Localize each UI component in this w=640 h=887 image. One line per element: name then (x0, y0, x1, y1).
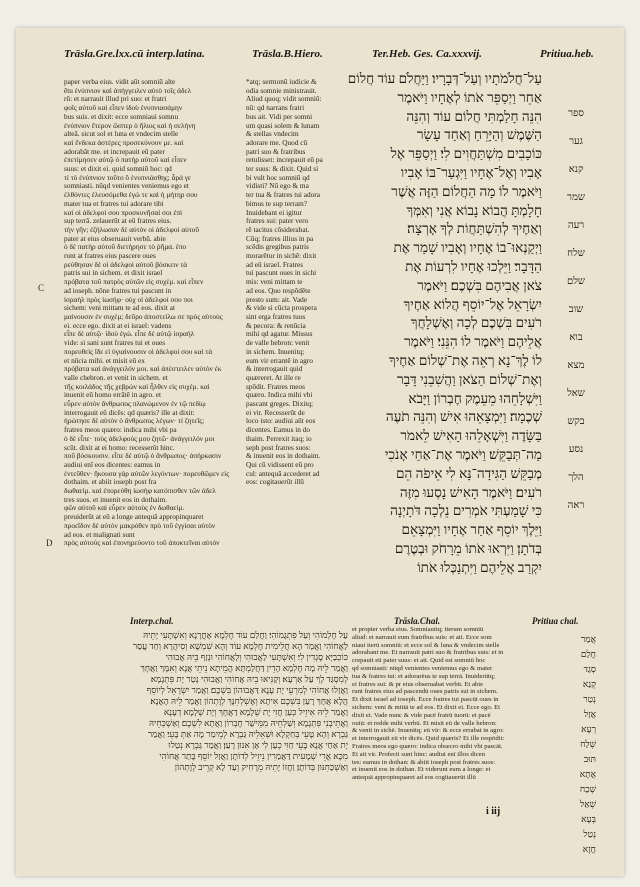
hebrew-column (347, 70, 542, 616)
margin-letter-c: C (38, 283, 45, 293)
greek-text-line: tres suos. et inuenit eos in dothaim. (64, 494, 167, 504)
hebrew-root-word: בקש (567, 416, 585, 427)
latin-chaldee-text-line: qd somniasti: nūqd venientes veniemus ego & mater (352, 664, 493, 672)
vulgate-text-line: sint erga fratres tuos (246, 311, 306, 321)
chaldee-text-line: וְאַשְׁכַּחִנּוּן בְּדוֹתָן׃ וַחֲזוֹ יָתֵיהּ מֵרָחִיק וְעַד לָא קְרֵיב לְוָתְהוֹן (174, 762, 348, 772)
chaldee-root-word: שְׁכַח (579, 784, 596, 794)
chaldee-root-word: אֲמַר (580, 634, 596, 644)
hebrew-text-line: וְאֶת־שְׁלוֹם הַצֹּאן וַהֲשִׁבֵנִי דָּבָר (396, 371, 542, 387)
vulgate-column (246, 78, 346, 608)
vulgate-text-line: eos: cogitauerūt illū (246, 477, 304, 487)
greek-text-line: καὶ ἕνδεκα ἀστέρες προσεκύνουν με. καὶ (64, 137, 184, 147)
greek-text-line: ρεύθησαν δὲ οἱ ἀδελφοὶ αὐτοῦ βόσκειν τὰ (64, 259, 188, 269)
chaldee-text-line: וַאֲזַלוּ אֲחוֹהִי לְמִרְעֵי יָת עָנָא דַּאֲבוּהוֹן בִּשְׁכֶם׃ וַאֲמַר יִשְׂרָאֵל לְיוֹסֵף (146, 685, 348, 695)
latin-chaldee-text-line: aliud: et narrauit eum fratribus suis: et ait. Ecce som (352, 633, 492, 641)
chaldee-root-word: חֲלַם (580, 649, 596, 659)
vulgate-text-line: mis: veni mittam te (246, 277, 303, 287)
vulgate-text-line: Inuidebant ei igitur (246, 207, 302, 217)
greek-text-line: πρὸς αὐτούς καὶ ἐπονηρεύοντο τοῦ ἀποκτεῖναι αὐτόν (64, 538, 220, 548)
greek-text-line: τὴν γῆν; ἐζήλωσαν δὲ αὐτὸν οἱ ἀδελφοὶ αὐτοῦ (64, 224, 199, 234)
greek-text-line: ad eos. et malignati sunt (64, 529, 135, 539)
greek-text-line: scūt. dixit at ei homo: recesserūt hinc. (64, 442, 175, 452)
chaldee-text-line: לְמִסְגַּד לָךְ עַל אַרְעָא׃ וְקַנִּיאוּ בֵיהּ אֲחוֹהִי וַאֲבוּהִי נְטַר יָת פִּתְגָמָא׃ (150, 674, 348, 684)
hebrew-text-line: יִקְרַב אֲלֵיהֶם וַיִּתְנַכְּלוּ אֹתוֹ (417, 559, 542, 575)
vulgate-text-line: nū: qd narrans fratri (246, 103, 305, 113)
vulgate-text-line: adorare me. Quod cū (246, 137, 308, 147)
vulgate-text-line: odia somnie ministrauit. (246, 85, 317, 95)
greek-text-line: ἰσραὴλ πρὸς ἰωσήφ· οὐχ οἱ ἀδελφοί σου ποι (64, 294, 193, 304)
vulgate-text-line: bus ait. Vidi per somni (246, 111, 313, 121)
vulgate-text-line: ad eos. Quo respōdēte (246, 285, 311, 295)
hebrew-text-line: רֹעִים בִּשְׁכֶם לְכָה וְאֶשְׁלָחֲךָ (410, 315, 542, 331)
hebrew-root-word: ראה (567, 500, 585, 511)
greek-text-line: πρόβατα καὶ ἀνάγγειλόν μοι. καὶ ἀπέστειλεν αὐτὸν ἐκ (64, 364, 222, 374)
greek-text-line: καὶ οἱ ἀδελφοί σου προσκυνῆσαί σοι ἐπὶ (64, 207, 183, 217)
latin-chaldee-text-line: niaui iterū somniū: et ecce sol & luna & vndecim stelle (352, 641, 500, 649)
greek-text-line: φοῖς αὐτοῦ καὶ εἶπεν ἰδοὺ ἐνυπνιασάμην (64, 103, 183, 113)
hebrew-text-line: עַל־חֲלֹמֹתָיו וְעַל־דְּבָרָיו׃ וַיַּחֲלֹם עוֹד חֲלוֹם (347, 71, 542, 86)
hebrew-text-line: בְּדֹתָן׃ וַיִּרְאוּ אֹתוֹ מֵרָחֹק וּבְטֶרֶם (394, 540, 542, 556)
hebrew-text-line: יִשְׂרָאֵל אֶל־יוֹסֵף הֲלוֹא אַחֶיךָ (403, 296, 542, 312)
hebrew-text-line: הַדָּבָר׃ וַיֵּלְכוּ אֶחָיו לִרְעוֹת אֶת (405, 258, 542, 274)
latin-chaldee-text-line: & venit in sichē. Inuenitq; eū vir: & ecce errabat in agro: (352, 727, 504, 735)
greek-text-line: ἐπετίμησεν αὐτῷ ὁ πατὴρ αὐτοῦ καὶ εἶπεν (64, 155, 187, 165)
vulgate-text-line: & vide si cūcta prospera (246, 303, 317, 313)
latin-chaldee-text-line: antequā appropinquaret ad eos cogitauerūt illū (352, 774, 476, 782)
greek-latin-column (64, 78, 240, 608)
hebrew-text-line: אַחֵר וַיְסַפֵּר אֹתוֹ לְאֶחָיו וַיֹּאמֶר (397, 89, 542, 105)
greek-text-line: τί τὸ ἐνύπνιον τοῦτο ὃ ἐνυπνιάσθης; ἆρά γε (64, 172, 191, 182)
latin-chaldee-text-line: et inuenit eos in dothan. Et viderunt eum a longe: et (352, 766, 491, 774)
chaldee-root-word: שְׁאַל (580, 799, 596, 809)
vulgate-column-header: Trāsla.B.Hiero. (252, 48, 323, 60)
hebrew-text-line: רֹעִים׃ וַיֹּאמֶר הָאִישׁ נָסְעוּ מִזֶּה (399, 484, 542, 500)
greek-text-line: bus suis. et dixit: ecce somniaui somnu (64, 111, 179, 121)
greek-text-line: suus: et dixit ei. quid somniū hoc: qd (64, 164, 172, 174)
hebrew-text-line: מְבַקֵּשׁ הַגִּידָה־נָּא לִי אֵיפֹה הֵם (395, 465, 542, 481)
vulgate-text-line: fratres sui: pater vero (246, 216, 309, 226)
greek-text-line: alteā. sicut sol et luna et vndecim stelle (64, 129, 179, 139)
vulgate-text-line: in sichem. Inuenitq; (246, 346, 305, 356)
vulgate-text-line: quæreret. At ille re (246, 372, 301, 382)
vulgate-text-line: morarētur in sichē: dixit (246, 251, 317, 261)
latin-chaldee-text-line: adorabant me. Et narrauit patri suo & fratribus suis: et in (352, 649, 504, 657)
greek-text-line: interrogauit eū dicēs: qd quæris? ille at dixit: (64, 407, 195, 417)
vulgate-text-line: pascant greges. Dixitq; (246, 399, 314, 409)
greek-text-line: sichem: veni mittam te ad eos. dixit at (64, 303, 176, 313)
hebrew-text-line: בַּשָּׂדֶה וַיִּשְׁאָלֵהוּ הָאִישׁ לֵאמֹר (400, 428, 542, 444)
hebrew-text-line: צֹאן אֲבִיהֶם בִּשְׁכֶם׃ וַיֹּאמֶר (417, 277, 542, 293)
hebrew-column-header: Ter.Heb. Ges. Ca.xxxvij. (372, 48, 482, 60)
vulgate-text-line: bimus te sup terram? (246, 198, 307, 208)
vulgate-text-line: & stellas vndecim (246, 129, 299, 139)
greek-text-line: valle chebron. et venit in sichem. et (64, 372, 168, 382)
greek-text-line: somniasti. nūqd venientes veniemus ego et (64, 181, 189, 191)
hebrew-text-line: אָבִיו וְאֶל־אֶחָיו וַיִּגְעַר־בּוֹ אָבִיו (400, 164, 542, 180)
vulgate-text-line: Aliud quoq; vidit somniū: (246, 94, 322, 104)
hebrew-roots-margin (548, 100, 604, 640)
greek-text-line: sup terrā. zelauerūt at eū fratres eius. (64, 216, 172, 226)
vulgate-text-line: presto sum: ait. Vade (246, 294, 308, 304)
vulgate-text-line: & pecora: & renūcia (246, 320, 306, 330)
chaldee-root-word: חֲזָא (582, 844, 596, 854)
vulgate-text-line: cul: antequā accederet ad (246, 468, 320, 478)
latin-chaldee-text-line: tes: eamus in dothan: & abiit ioseph post fratres suos: (352, 758, 496, 766)
greek-text-line: audiui enī eos dicentes: eamus in (64, 459, 161, 469)
latin-chaldee-text-line: et interrogauit eū vir dicēs. Quid quæris? Et ille respōdit: (352, 735, 505, 743)
chaldee-text-line: וַאֲמַר לֵיהּ מָה חֶלְמָא הָדֵין דַּחֲלַמְתָּא הֲמֵיתָא נֵיתֵי אֲנָא וְאִמָּךְ וַאֲחָךְ (140, 663, 348, 673)
greek-column-header: Trāsla.Gre.lxx.cū interp.latina. (64, 48, 205, 60)
greek-text-line: εὗρεν αὐτὸν ἄνθρωπος πλανώμενον ἐν τῷ πεδίῳ (64, 399, 206, 409)
latin-chaldee-title: Trāsla.Chal. (394, 616, 441, 626)
chaldee-root-word: רְעָא (581, 724, 596, 734)
greek-text-line: τῆς κοιλάδος τῆς χεβρὼν καὶ ἦλθεν εἰς συχέμ. καὶ (64, 381, 210, 391)
greek-text-line: mater tua et fratres tui adorare tibi (64, 198, 164, 208)
greek-text-line: ἠρώτησε δὲ αὐτὸν ὁ ἄνθρωπος λέγων· τί ζητεῖς; (64, 416, 205, 426)
greek-text-line: ἐλθόντες ἐλευσόμεθα ἐγώ τε καὶ ἡ μήτηρ σου (64, 190, 198, 200)
hebrew-text-line: וְאַחֶיךָ לְהִשְׁתַּחֲוֹת לְךָ אָרְצָה׃ (407, 221, 542, 237)
greek-text-line: dothaim. et abiit ioseph post fra (64, 477, 157, 487)
page-signature: i iij (486, 806, 501, 817)
chaldee-root-word: נְטַל (583, 829, 596, 839)
hebrew-text-line: לוֹ לֶךְ־נָא רְאֵה אֶת־שְׁלוֹם אַחֶיךָ (389, 352, 542, 368)
latin-chaldee-text-line: ei fratres sui: & pr eius obseruabat verbū. Et abie (352, 680, 484, 688)
greek-text-line: rū: et narrauit illud pri suo: et fratri (64, 94, 167, 104)
vulgate-text-line: rē tacitus cōsiderabat. (246, 224, 310, 234)
chaldee-text-line: וַאֲתֵיבְנִי פִּתְגָמָא וְשַׁלְחֵיהּ מִמֵּישַׁר חֶבְרוֹן וַאֲתָא לִשְׁכֶם׃ וְאַשְׁכְּחֵיהּ (148, 718, 348, 728)
hebrew-root-word: שוב (568, 304, 584, 315)
hebrew-text-line: מַה־תְּבַקֵּשׁ׃ וַיֹּאמֶר אֶת־אַחַי אָנֹכִי (384, 446, 542, 462)
greek-text-line: vide: si sani sunt fratres tui et oues (64, 338, 166, 348)
vulgate-text-line: ei vir. Recesserūt de (246, 407, 305, 417)
chaldee-text-line: מִכָּא אֲרֵי שְׁמָעִית דַּאֲמַרִין נֵיזֵיל לְדוֹתָן וַאֲזַל יוֹסֵף בָּתַר אֲחוֹהִי (159, 751, 348, 761)
greek-text-line: ἐνύπνιον ἕτερον ὥσπερ ὁ ἥλιος καὶ ἡ σελήνη (64, 120, 196, 130)
interp-chaldee-title: Interp.chal. (130, 616, 174, 626)
greek-text-line: runt at fratres eius pascere oues (64, 251, 156, 261)
greek-text-line: fratres meos quæro: indica mihi vbi pa (64, 425, 177, 435)
chaldee-text-line: עַל חֶלְמוֹהִי וְעַל פִּתְגָמוֹהִי׃ וַחֲלַם עוֹד חֶלְמָא אָחֳרָנָא וְאִשְׁתָּעִי יָתֵיהּ (143, 630, 348, 640)
chaldee-root-word: שְׁלַח (580, 739, 596, 749)
vulgate-text-line: & interrogauit quid (246, 364, 303, 374)
primitive-chaldee-title: Pritiua chal. (532, 616, 579, 626)
vulgate-text-line: mihi qd agatur. Missus (246, 329, 313, 339)
hebrew-root-word: קנא (568, 164, 584, 175)
chaldee-root-word: אֲזַל (583, 709, 596, 719)
latin-chaldee-text-line: tua & fratres tui: et adorarēus te sup terrā. Inuiderūtq; (352, 672, 495, 680)
margin-letter-d: D (46, 538, 53, 548)
vulgate-text-line: Qui cū vidissent eū pro (246, 459, 314, 469)
chaldee-root-word: נְטַר (583, 694, 596, 704)
vulgate-text-line: spōdit. Fratres meos (246, 381, 305, 391)
greek-text-line: πρόβατα τοῦ πατρὸς αὐτῶν εἰς συχὲμ. καὶ εἶπεν (64, 277, 204, 287)
vulgate-text-line: tui pascunt oues in sichi (246, 268, 317, 278)
hebrew-root-word: נסע (568, 444, 584, 455)
vulgate-text-line: eum vir errantē in agro (246, 355, 313, 365)
hebrew-text-line: וַיֹּאמֶר לוֹ מָה הַחֲלוֹם הַזֶּה אֲשֶׁר (391, 183, 542, 199)
hebrew-root-word: בוא (569, 332, 583, 343)
latin-chaldee-text-line: ouiū: et redde mihi verbū. Et misit eū de valle hebron: (352, 719, 497, 727)
vulgate-text-line: ad eū israel. Fratres (246, 259, 304, 269)
greek-text-line: et nūcia mihi. et misit eū ex (64, 355, 145, 365)
vulgate-text-line: dicentes. Eamus in do (246, 425, 311, 435)
hebrew-text-line: כּוֹכָבִים מִשְׁתַּחֲוִים לִי׃ וַיְסַפֵּר אֶל (390, 146, 542, 162)
latin-chaldee-text-line: crepauit eū pater suus: et ait. Quid est somniū hoc (352, 657, 486, 665)
hebrew-root-word: שלם (567, 276, 585, 287)
greek-text-line: patris sui in sichem. et dixit israel (64, 268, 163, 278)
vulgate-text-line: quæro. Indica mihi vbi (246, 390, 313, 400)
vulgate-text-line: patri suo & fratribus (246, 146, 306, 156)
latin-chaldee-text-line: runt fratres eius ad pascendū oues patris sui in sichem. (352, 688, 498, 696)
greek-text-line: pater at eius obseruauit verbū. abie (64, 233, 166, 243)
hebrew-root-word: רעה (567, 220, 585, 231)
greek-text-line: ad ioseph. nōne fratres tui pascunt in (64, 285, 172, 295)
greek-text-line: paper verba eius. vidit aūt somniū alte (64, 77, 176, 86)
greek-text-line: ἐντεῦθεν· ἤκουσα γὰρ αὐτῶν λεγόντων· πορευθῶμεν εἰς (64, 468, 230, 478)
greek-text-line: ei. ecce ego. dixit at ei israel: vadens (64, 320, 172, 330)
greek-text-line: adorabāt me. et increpauit eū pater (64, 146, 165, 156)
latin-chaldee-text-line: dixit ei. Vade nunc & vide pacē fratrū tuorū: et pacē (352, 711, 491, 719)
hebrew-text-line: הִנֵּה חָלַמְתִּי חֲלוֹם עוֹד וְהִנֵּה (406, 108, 542, 124)
greek-text-line: ποῦ βόσκουσιν. εἶπε δὲ αὐτῷ ὁ ἄνθρωπος· ἀπήρκασιν (64, 451, 222, 461)
vulgate-text-line: loco isto: audiui aūt eos (246, 416, 316, 426)
chaldee-root-word: בְּעָא (581, 814, 596, 824)
hebrew-root-word: שאל (567, 388, 585, 399)
greek-text-line: ὁ δὲ πατὴρ αὐτοῦ διετήρησε τὸ ῥῆμα. ἐπο (64, 242, 187, 252)
chaldee-text-line: יָת אַחַי אֲנָא בָּעֵי חַוִּי כְעַן לִי אָן אִנּוּן רָעַן׃ וַאֲמַר גַּבְרָא נְטַלוּ (168, 740, 348, 750)
chaldee-root-word: תּוּב (583, 754, 596, 764)
vulgate-text-line: retulisset: increpauit eū pa (246, 155, 323, 165)
greek-text-line: δωθαείμ. καὶ ἐπορεύθη ἰωσὴφ κατόπισθεν τῶν ἀδελ (64, 486, 216, 496)
chaldee-text-line: הֲלָא אֲחָךְ רָעַן בִּשְׁכֶם אִיתָא וְאֶשְׁלְחִנָּךְ לְוָתְהוֹן וַאֲמַר לֵיהּ הָאֲנָא׃ (150, 696, 348, 706)
greek-text-line: ētu ἐνύπνιον καὶ ἀπήγγειλεν αὐτὸ τοῖς ἀδελ (64, 85, 192, 95)
hebrew-text-line: וַיְקַנְאוּ־בוֹ אֶחָיו וְאָבִיו שָׁמַר אֶת (393, 240, 542, 256)
hebrew-text-line: וַיֵּלֶךְ יוֹסֵף אַחַר אֶחָיו וַיִּמְצָאֵם (401, 522, 542, 538)
vulgate-text-line: Cūq; fratres illius in pa (246, 233, 314, 243)
hebrew-text-line: הַשֶּׁמֶשׁ וְהַיָּרֵחַ וְאַחַד עָשָׂר (416, 127, 542, 143)
chaldee-text-line: וַאֲמַר לֵיהּ אִיזֵיל כְּעַן חֲזִי יָת שְׁלָמָא דַאֲחָךְ וְיָת שְׁלָמָא דְעָנָא (163, 707, 348, 717)
greek-text-line: μαίνουσιν ἐν συχέμ; δεῦρο ἀποστείλω σε πρὸς αὐτούς (64, 311, 223, 321)
hebrew-text-line: כִּי שָׁמַעְתִּי אֹמְרִים נֵלְכָה דֹּתָיְנָה (390, 503, 542, 519)
hebrew-root-word: ספר (568, 108, 584, 119)
chaldee-root-word: סְגַד (583, 664, 596, 674)
vulgate-text-line: ter tua & fratres tui adora (246, 190, 320, 200)
greek-text-line: εἶπε δὲ αὐτῷ· ἰδοὺ ἐγώ. εἶπε δὲ αὐτῷ ἰσραήλ (64, 329, 195, 339)
hebrew-root-word: שלח (567, 248, 585, 259)
chaldee-root-word: קְנַא (582, 679, 596, 689)
greek-text-line: ὁ δὲ εἶπε· τοὺς ἀδελφούς μου ζητῶ· ἀνάγγειλόν μοι (64, 433, 215, 443)
vulgate-text-line: vidisti? Nū ego & ma (246, 181, 309, 191)
chaldee-text-line: כּוֹכְבַיָּא סָגְדִין לִי׃ וְאִשְׁתָּעִי לַאֲבוּהִי וְלַאֲחוֹהִי וּנְזַף בֵּיהּ אֲבוּהִי (165, 652, 348, 662)
chaldee-text-line: לַאֲחוֹהִי וַאֲמַר הָא חֲלֵימִית חֶלְמָא עוֹד וְהָא שִׁמְשָׁא וְסִיהֲרָא וְחַד עֲסַר (132, 641, 348, 651)
chaldee-root-word: אֲתָא (579, 769, 596, 779)
chaldee-roots-margin (510, 632, 596, 854)
vulgate-text-line: seph post fratres suos: (246, 442, 311, 452)
latin-chaldee-column (352, 626, 506, 788)
hebrew-root-word: מצא (567, 360, 585, 371)
greek-text-line: inuenit eū homo errātē in agro. et (64, 390, 162, 400)
latin-chaldee-text-line: Et ait vir. Profecti sunt hinc: audiui enī illos dicen (352, 750, 485, 758)
hebrew-root-word: גער (569, 136, 583, 147)
primitive-column-header: Pritiua.heb. (540, 48, 594, 60)
greek-text-line: preuiderūt at eū a longe antequā appropinquaret (64, 512, 204, 522)
chaldee-column (64, 630, 348, 785)
hebrew-root-word: הלך (568, 472, 584, 483)
hebrew-text-line: חָלָמְתָּ הֲבוֹא נָבוֹא אֲנִי וְאִמְּךָ (406, 202, 542, 218)
greek-text-line: φῶν αὐτοῦ καὶ εὗρεν αὐτοὺς ἐν δωθαείμ. (64, 503, 185, 513)
latin-chaldee-text-line: et propter verba eius. Somniauitq; iterum somniū (352, 626, 484, 633)
hebrew-text-line: אֲלֵיהֶם וַיֹּאמֶר לוֹ הִנֵּנִי׃ וַיֹּאמֶר (404, 334, 542, 350)
vulgate-text-line: ter suus: & dixit. Quid si (246, 164, 319, 174)
vulgate-text-line: & inuenit eos in dothaim. (246, 451, 321, 461)
vulgate-text-line: scēdis gregibus patris (246, 242, 309, 252)
vulgate-text-line: bi vult hoc somniū qd (246, 172, 310, 182)
greek-text-line: πορευθεὶς ἴδε εἰ ὑγιαίνουσιν οἱ ἀδελφοί σου καὶ τὰ (64, 346, 213, 356)
latin-chaldee-text-line: Et dixit israel ad ioseph. Ecce fratres tui pascūt oues in (352, 696, 499, 704)
vulgate-text-line: um quasi solem & lunam (246, 120, 320, 130)
hebrew-text-line: וַיִּשְׁלָחֵהוּ מֵעֵמֶק חֶבְרוֹן וַיָּבֹא (408, 390, 542, 406)
vulgate-text-line: thaim. Perrexit itaq; io (246, 433, 312, 443)
vulgate-text-line: *atq; sermonū iudicie & (246, 77, 317, 86)
greek-text-line: προεῖδον δὲ αὐτὸν μακρόθεν πρὸ τοῦ ἐγγίσαι αὐτὸν (64, 520, 216, 530)
latin-chaldee-text-line: Fratres meos ego quæro: indica obsecro mihi vbi pascāt. (352, 742, 503, 750)
vulgate-text-line: de valle hebron: venit (246, 338, 310, 348)
hebrew-text-line: שְׁכֶמָה׃ וַיִּמְצָאֵהוּ אִישׁ וְהִנֵּה תֹעֶה (385, 409, 542, 425)
hebrew-root-word: שמר (567, 192, 585, 203)
latin-chaldee-text-line: sichem: veni & mittā te ad eos. Et dixit ei. Ecce ego. Et (352, 703, 501, 711)
chaldee-text-line: גַּבְרָא וְהָא טָעֵי בְּחַקְלָא וּשְׁאֵלֵיהּ גַּבְרָא לְמֵימַר מָה אַתְּ בָּעֵי׃ וַאֲמַר (147, 729, 348, 739)
